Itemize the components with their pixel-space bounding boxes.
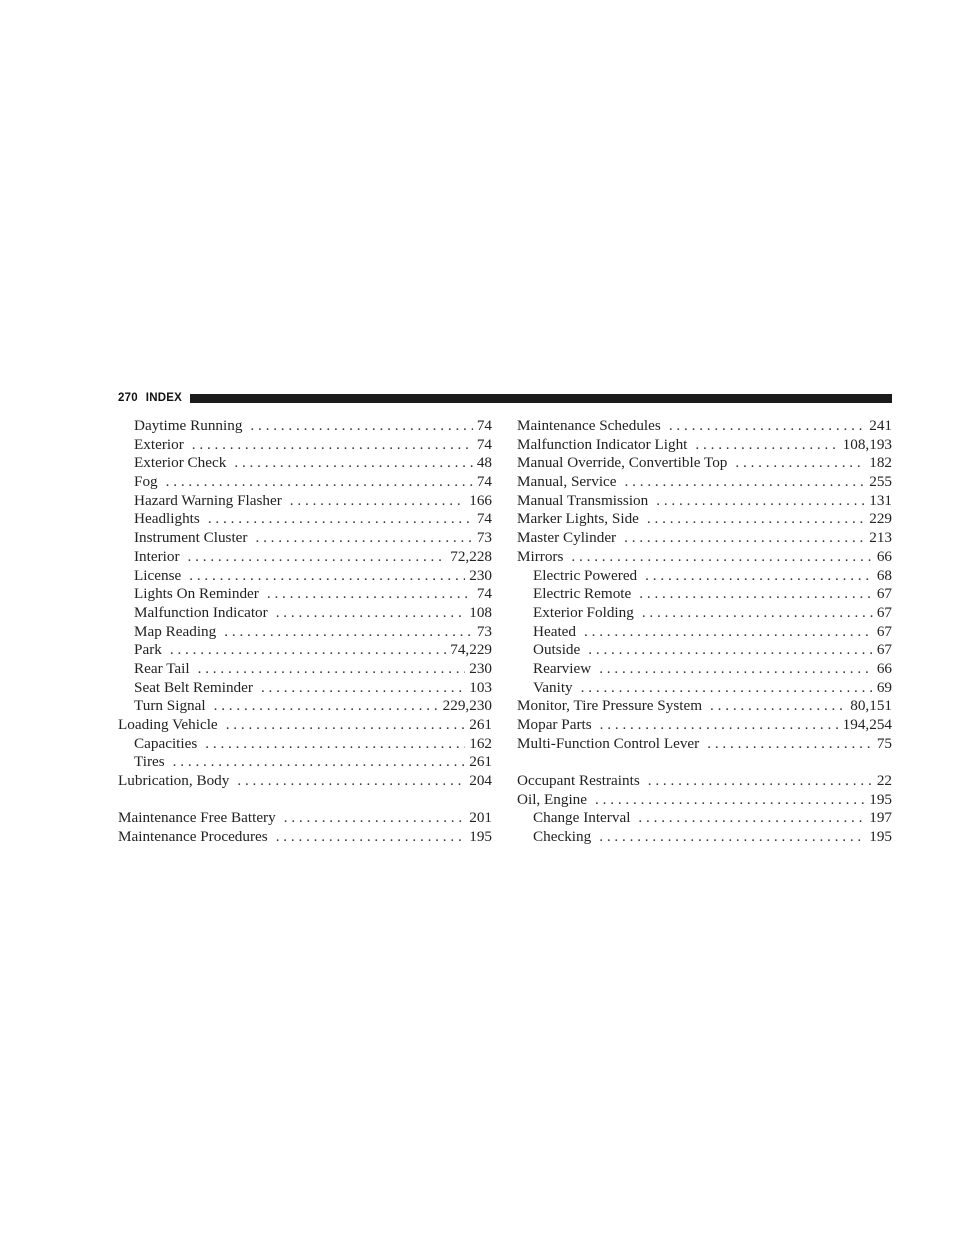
index-subentry: [118, 454, 492, 473]
index-subentry: [517, 604, 892, 623]
index-subentry: [118, 529, 492, 548]
dot-leader: [226, 716, 466, 735]
index-subentry: [118, 604, 492, 623]
page-reference: 229,230: [442, 697, 492, 715]
dot-leader: [648, 772, 873, 791]
page-reference: 74: [476, 585, 492, 603]
index-subentry: [118, 567, 492, 586]
index-entry: [517, 697, 892, 716]
index-term: Seat Belt Reminder: [134, 678, 253, 696]
index-term: Marker Lights, Side: [517, 510, 639, 528]
page-reference: 201: [469, 809, 492, 827]
dot-leader: [205, 735, 465, 754]
page-reference: 131: [869, 491, 892, 509]
page-reference: 195: [869, 828, 892, 846]
index-term: Fog: [134, 473, 158, 491]
dot-leader: [192, 436, 473, 455]
section-title: INDEX: [145, 392, 182, 404]
page-reference: 230: [469, 566, 492, 584]
index-subentry: [118, 623, 492, 642]
dot-leader: [669, 417, 865, 436]
index-term: Tires: [134, 753, 165, 771]
dot-leader: [707, 735, 873, 754]
index-term: Occupant Restraints: [517, 772, 640, 790]
dot-leader: [276, 604, 466, 623]
index-subentry: [118, 510, 492, 529]
index-term: Monitor, Tire Pressure System: [517, 697, 703, 715]
index-term: Electric Remote: [533, 585, 632, 603]
page-reference: 261: [469, 753, 492, 771]
page-reference: 69: [876, 678, 892, 696]
page-reference: 73: [476, 529, 492, 547]
page-reference: 204: [469, 772, 492, 790]
index-term: Manual Transmission: [517, 491, 649, 509]
page-reference: 241: [869, 417, 892, 434]
index-term: Electric Powered: [533, 566, 638, 584]
page-reference: 67: [876, 641, 892, 659]
index-entry: [517, 716, 892, 735]
page-reference: 261: [469, 716, 492, 733]
index-term: Master Cylinder: [517, 529, 617, 547]
dot-leader: [198, 660, 466, 679]
dot-leader: [214, 697, 439, 716]
index-term: Hazard Warning Flasher: [134, 491, 282, 509]
dot-leader: [695, 436, 838, 455]
index-term: Manual Override, Convertible Top: [517, 454, 728, 472]
index-entry: [517, 417, 892, 436]
page-reference: 74: [476, 510, 492, 528]
index-subentry: [118, 492, 492, 511]
index-term: Rear Tail: [134, 659, 190, 677]
dot-leader: [599, 660, 873, 679]
dot-leader: [600, 716, 839, 735]
dot-leader: [189, 567, 465, 586]
page-reference: 74: [476, 473, 492, 491]
index-entry: [517, 510, 892, 529]
index-entry: [118, 716, 492, 735]
header-rule: [190, 394, 892, 403]
dot-leader: [267, 585, 473, 604]
index-term: Maintenance Procedures: [118, 828, 268, 846]
page-reference: 67: [876, 585, 892, 603]
page-reference: 197: [869, 809, 892, 827]
index-entry: [517, 735, 892, 754]
index-term: Park: [134, 641, 162, 659]
index-subentry: [118, 660, 492, 679]
page-reference: 75: [876, 734, 892, 752]
dot-leader: [638, 809, 865, 828]
index-term: Capacities: [134, 734, 198, 752]
dot-leader: [625, 473, 866, 492]
dot-leader: [624, 529, 865, 548]
dot-leader: [250, 417, 472, 436]
index-term: License: [134, 566, 182, 584]
index-entry: [517, 473, 892, 492]
page-reference: 194,254: [842, 716, 892, 733]
index-term: Maintenance Free Battery: [118, 809, 276, 827]
dot-leader: [166, 473, 473, 492]
page-number: 270: [118, 392, 138, 404]
index-subentry: [118, 548, 492, 567]
dot-leader: [642, 604, 873, 623]
page-reference: 166: [469, 491, 492, 509]
index-term: Lights On Reminder: [134, 585, 259, 603]
index-subentry: [517, 809, 892, 828]
dot-leader: [188, 548, 447, 567]
dot-leader: [261, 679, 465, 698]
index-spacer: [118, 791, 492, 810]
dot-leader: [173, 753, 466, 772]
dot-leader: [645, 567, 873, 586]
index-term: Exterior Check: [134, 454, 227, 472]
index-subentry: [118, 585, 492, 604]
index-entry: [517, 772, 892, 791]
index-term: Rearview: [533, 659, 592, 677]
dot-leader: [656, 492, 865, 511]
dot-leader: [595, 791, 865, 810]
dot-leader: [237, 772, 465, 791]
index-term: Loading Vehicle: [118, 716, 218, 733]
page-reference: 195: [869, 790, 892, 808]
index-term: Malfunction Indicator: [134, 603, 268, 621]
dot-leader: [208, 510, 473, 529]
index-entry: [118, 809, 492, 828]
index-entry: [118, 772, 492, 791]
index-subentry: [517, 585, 892, 604]
index-term: Heated: [533, 622, 577, 640]
index-entry: [517, 791, 892, 810]
index-term: Malfunction Indicator Light: [517, 435, 688, 453]
index-entry: [517, 454, 892, 473]
index-term: Map Reading: [134, 622, 217, 640]
page-reference: 230: [469, 659, 492, 677]
index-entry: [517, 492, 892, 511]
dot-leader: [735, 454, 865, 473]
dot-leader: [647, 510, 865, 529]
index-term: Exterior: [134, 435, 184, 453]
page-reference: 103: [469, 678, 492, 696]
page-reference: 67: [876, 603, 892, 621]
page-reference: 67: [876, 622, 892, 640]
index-term: Headlights: [134, 510, 200, 528]
index-term: Manual, Service: [517, 473, 617, 491]
index-term: Mirrors: [517, 547, 564, 565]
page-reference: 108,193: [842, 435, 892, 453]
index-entry: [517, 529, 892, 548]
page-reference: 72,228: [450, 547, 492, 565]
index-entry: [517, 436, 892, 455]
index-subentry: [118, 679, 492, 698]
index-subentry: [118, 641, 492, 660]
index-column-right: [517, 417, 892, 847]
dot-leader: [584, 623, 873, 642]
dot-leader: [276, 828, 466, 847]
page-header: [118, 390, 892, 406]
dot-leader: [581, 679, 873, 698]
dot-leader: [710, 697, 846, 716]
index-subentry: [118, 417, 492, 436]
index-subentry: [517, 641, 892, 660]
index-term: Exterior Folding: [533, 603, 634, 621]
page-reference: 22: [876, 772, 892, 790]
index-term: Change Interval: [533, 809, 631, 827]
page-reference: 74: [476, 417, 492, 434]
dot-leader: [639, 585, 873, 604]
page-reference: 74,229: [450, 641, 492, 659]
index-term: Checking: [533, 828, 592, 846]
dot-leader: [588, 641, 873, 660]
index-term: Daytime Running: [134, 417, 243, 434]
page-reference: 73: [476, 622, 492, 640]
index-term: Oil, Engine: [517, 790, 588, 808]
index-subentry: [118, 473, 492, 492]
index-subentry: [517, 679, 892, 698]
index-term: Instrument Cluster: [134, 529, 248, 547]
index-column-left: [118, 417, 492, 847]
index-term: Maintenance Schedules: [517, 417, 661, 434]
index-term: Mopar Parts: [517, 716, 592, 733]
page-reference: 108: [469, 603, 492, 621]
index-term: Vanity: [533, 678, 573, 696]
index-term: Turn Signal: [134, 697, 206, 715]
index-subentry: [517, 828, 892, 847]
page-reference: 255: [869, 473, 892, 491]
page-reference: 195: [469, 828, 492, 846]
index-entry: [118, 828, 492, 847]
index-subentry: [517, 623, 892, 642]
index-term: Interior: [134, 547, 180, 565]
index-term: Lubrication, Body: [118, 772, 230, 790]
page-reference: 80,151: [850, 697, 892, 715]
page-reference: 182: [869, 454, 892, 472]
dot-leader: [234, 454, 472, 473]
index-entry: [517, 548, 892, 567]
page-reference: 68: [876, 566, 892, 584]
index-subentry: [118, 697, 492, 716]
page-reference: 74: [476, 435, 492, 453]
index-spacer: [517, 753, 892, 772]
dot-leader: [170, 641, 446, 660]
dot-leader: [571, 548, 872, 567]
page-reference: 66: [876, 659, 892, 677]
index-subentry: [118, 753, 492, 772]
page-reference: 162: [469, 734, 492, 752]
dot-leader: [224, 623, 473, 642]
index-subentry: [517, 567, 892, 586]
index-subentry: [517, 660, 892, 679]
index-subentry: [118, 735, 492, 754]
page-reference: 229: [869, 510, 892, 528]
index-subentry: [118, 436, 492, 455]
page-reference: 213: [869, 529, 892, 547]
dot-leader: [290, 492, 465, 511]
dot-leader: [599, 828, 865, 847]
dot-leader: [255, 529, 472, 548]
dot-leader: [284, 809, 466, 828]
page-reference: 48: [476, 454, 492, 472]
index-term: Multi-Function Control Lever: [517, 734, 700, 752]
page-reference: 66: [876, 547, 892, 565]
index-term: Outside: [533, 641, 581, 659]
